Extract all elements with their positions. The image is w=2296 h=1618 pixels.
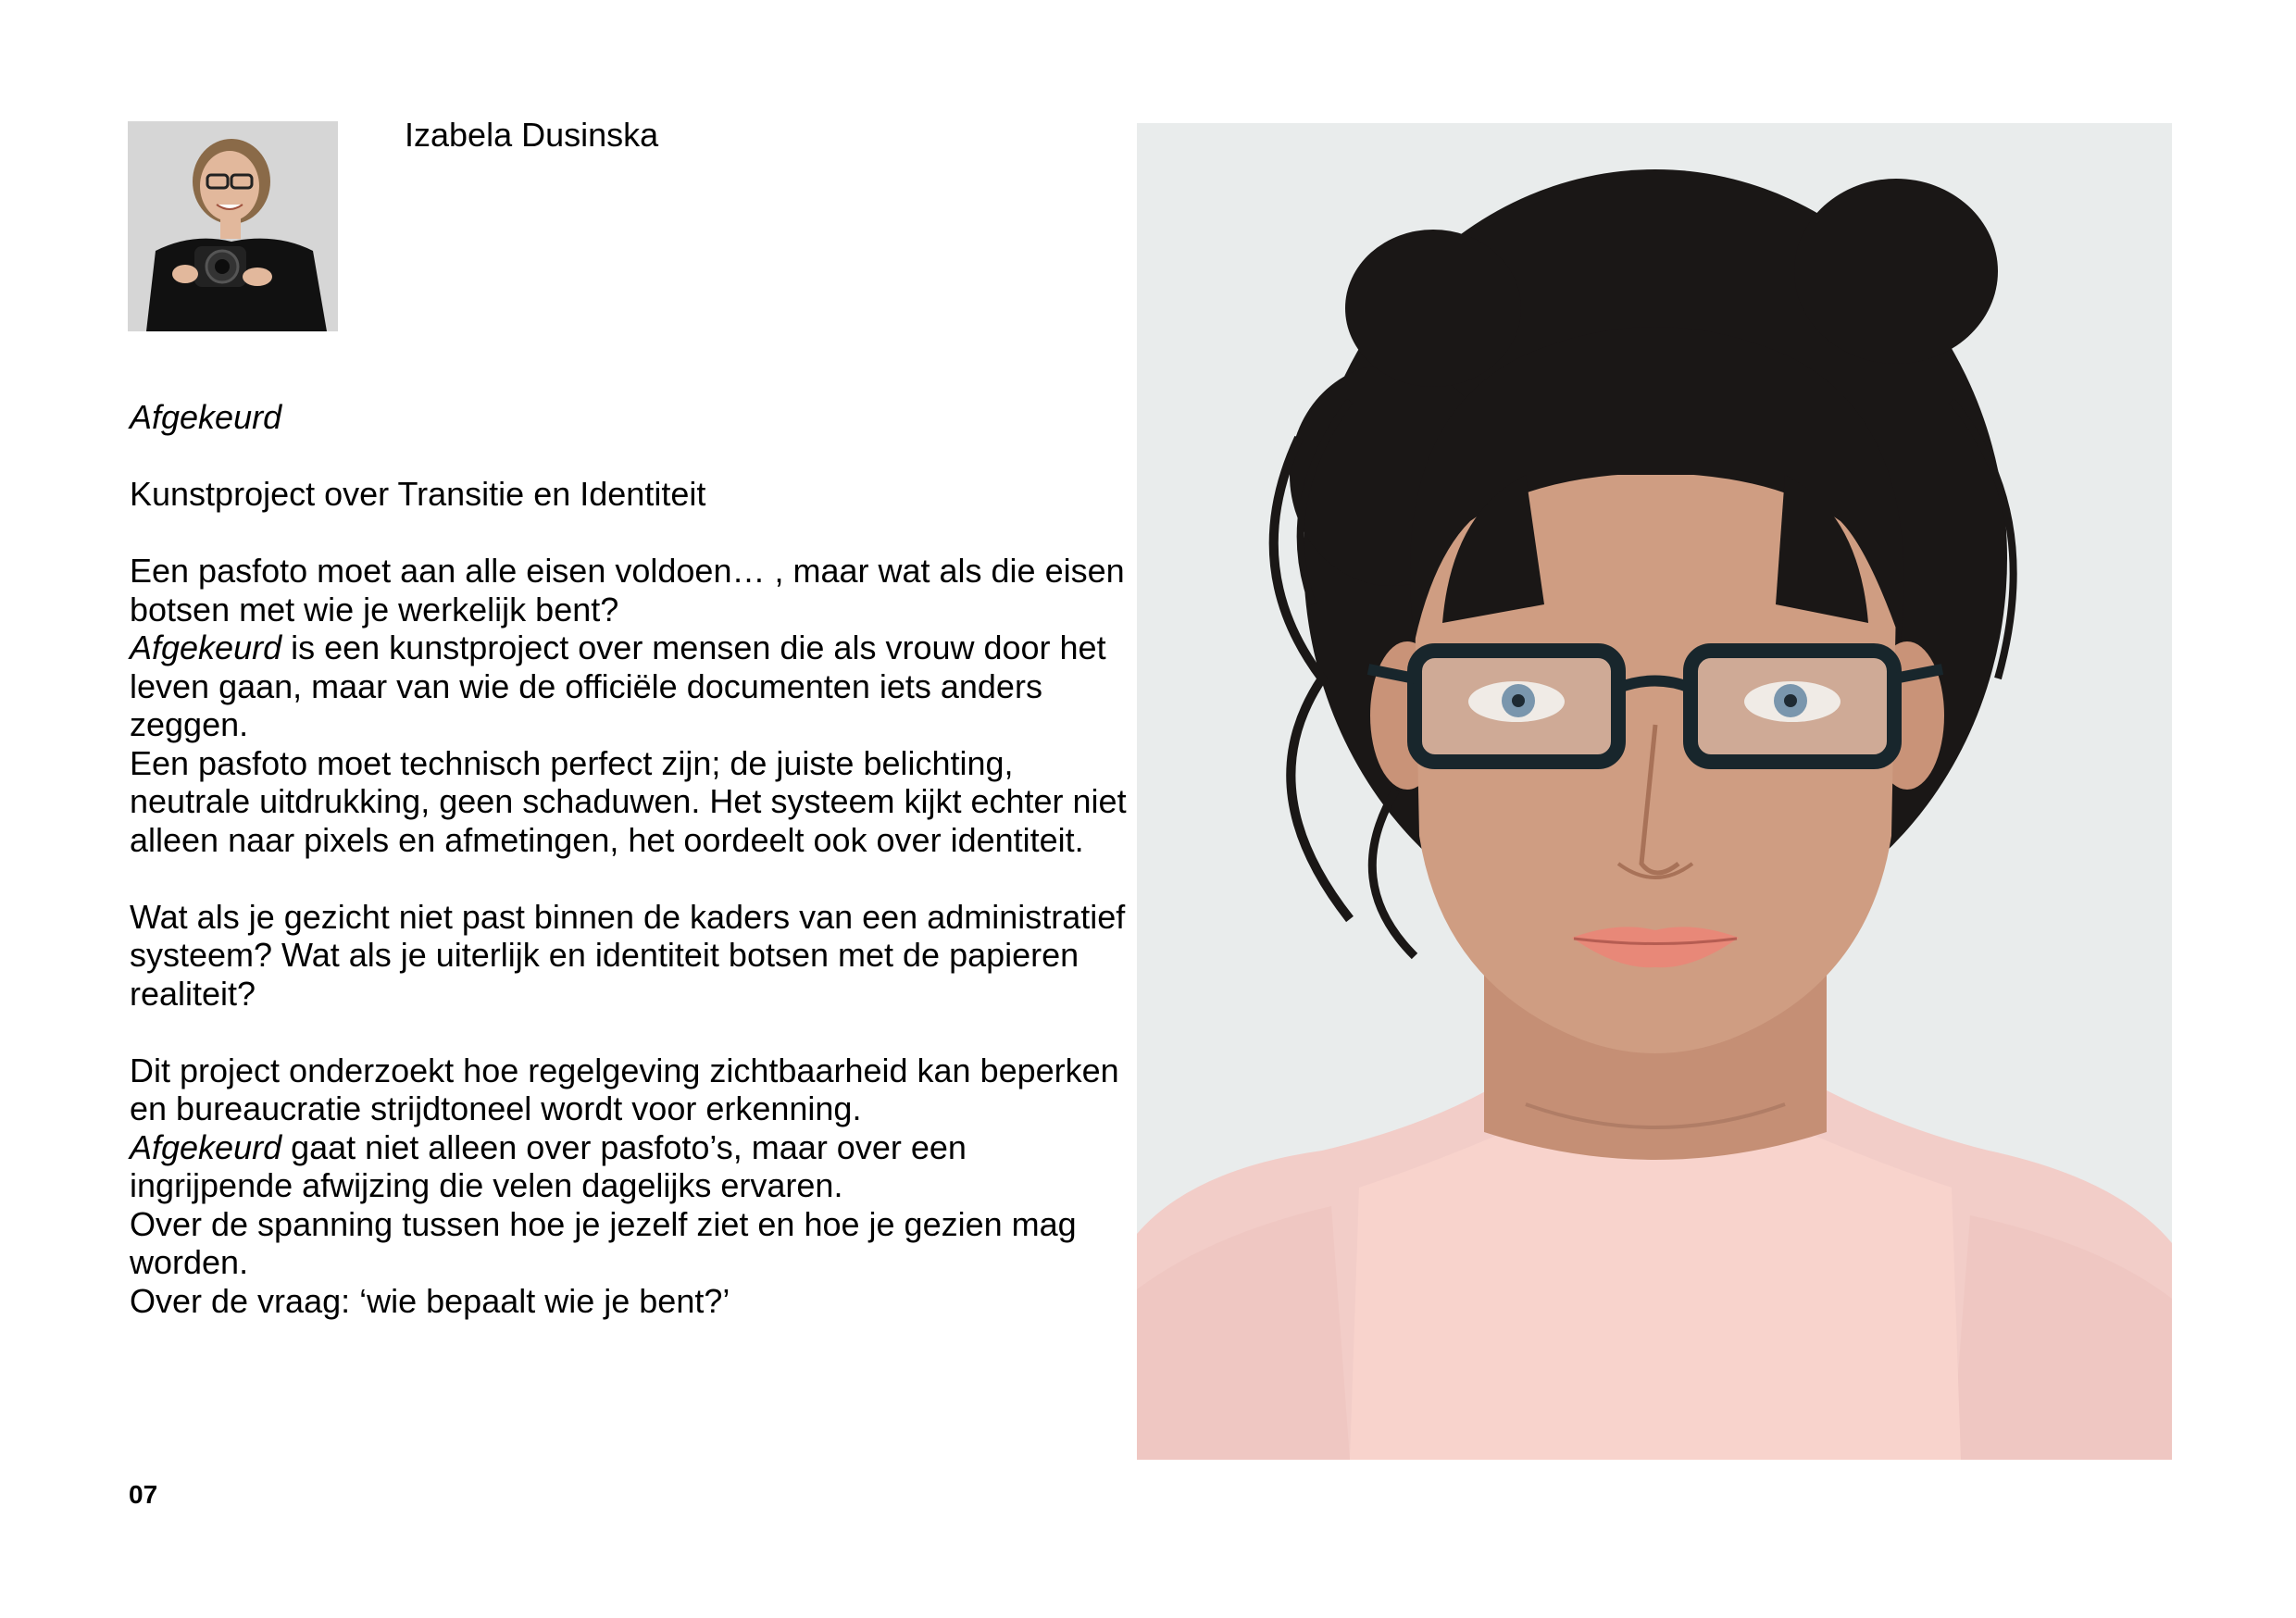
paragraph-2: Wat als je gezicht niet past binnen de kaders van een administratief systeem? Wat als je uiterlijk en identiteit botsen met de papieren realiteit? <box>130 897 1126 1013</box>
project-description <box>130 398 1139 1320</box>
paragraph-3-line-3: Over de spanning tussen hoe je jezelf ziet en hoe je gezien mag worden. <box>130 1204 1077 1281</box>
page-number: 07 <box>129 1480 158 1509</box>
paragraph-1-line-2-text: is een kunstproject over mensen die als vrouw door het leven gaan, maar van wie de officiële documenten iets anders zeggen. <box>130 629 1106 743</box>
paragraph-1-line-1: Een pasfoto moet aan alle eisen voldoen… , maar wat als die eisen botsen met wie je werkelijk bent? <box>130 552 1125 629</box>
paragraph-3-line-4: Over de vraag: ‘wie bepaalt wie je bent?’ <box>130 1281 730 1320</box>
paragraph-3-line-2-text: gaat niet alleen over pasfoto’s, maar over een ingrijpende afwijzing die velen dagelijks ervaren. <box>130 1127 967 1204</box>
author-photo-image <box>128 121 338 331</box>
project-subtitle: Kunstproject over Transitie en Identiteit <box>130 475 706 513</box>
portrait-photo <box>1137 123 2172 1460</box>
project-title: Afgekeurd <box>130 398 282 436</box>
paragraph-3-line-2 <box>130 1128 1139 1205</box>
paragraph-1-line-3: Een pasfoto moet technisch perfect zijn; de juiste belichting, neutrale uitdrukking, geen schaduwen. Het systeem kijkt echter niet alleen naar pixels en afmetingen, het oordeelt ook over identiteit. <box>130 743 1127 859</box>
author-photo <box>128 121 338 331</box>
paragraph-1-line-2 <box>130 629 1139 744</box>
author-name: Izabela Dusinska <box>405 116 659 154</box>
title-reference: Afgekeurd <box>130 1127 282 1166</box>
paragraph-3-line-1: Dit project onderzoekt hoe regelgeving zichtbaarheid kan beperken en bureaucratie strijdtoneel wordt voor erkenning. <box>130 1051 1119 1127</box>
title-reference: Afgekeurd <box>130 629 282 666</box>
portrait-photo-image <box>1137 123 2172 1460</box>
